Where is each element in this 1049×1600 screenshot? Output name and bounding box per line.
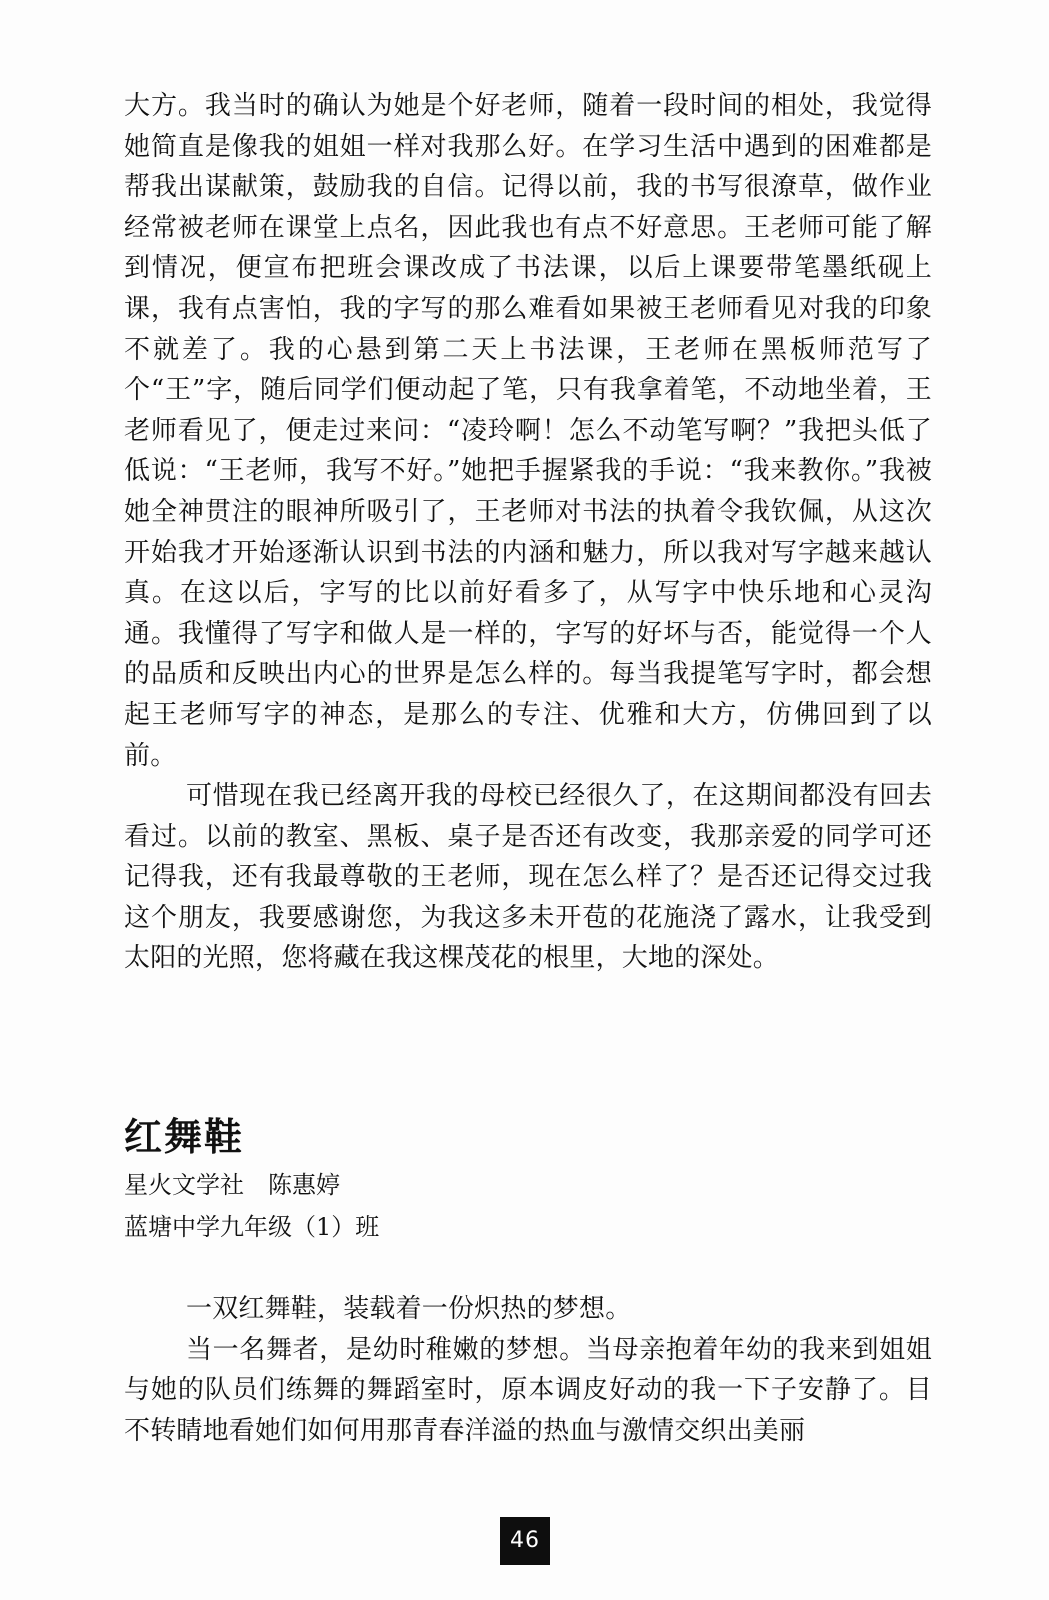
body-paragraph: 可惜现在我已经离开我的母校已经很久了，在这期间都没有回去看过。以前的教室、黑板、桌子是否还有改变，我那亲爱的同学可还记得我，还有我最尊敬的王老师，现在怎么样了？是否还记得交过我这个朋友，我要感谢您，为我这多未开苞的花施浇了露水，让我受到太阳的光照，您将藏在我这棵茂花的根里，大地的深处。 (124, 781, 932, 974)
previous-article-body (124, 86, 932, 979)
page-number: 46 (500, 1517, 550, 1565)
body-paragraph: 大方。我当时的确认为她是个好老师，随着一段时间的相处，我觉得她简直是像我的姐姐一样对我那么好。在学习生活中遇到的困难都是帮我出谋献策，鼓励我的自信。记得以前，我的书写很潦草，做作业经常被老师在课堂上点名，因此我也有点不好意思。王老师可能了解到情况，便宣布把班会课改成了书法课，以后上课要带笔墨纸砚上课，我有点害怕，我的字写的那么难看如果被王老师看见对我的印象不就差了。我的心悬到第二天上书法课，王老师在黑板师范写了个“王”字，随后同学们便动起了笔，只有我拿着笔，不动地坐着，王老师看见了，便走过来问：“凌玲啊！怎么不动笔写啊？”我把头低了低说：“王老师，我写不好。”她把手握紧我的手说：“我来教你。”我被她全神贯注的眼神所吸引了，王老师对书法的执着令我钦佩，从这次开始我才开始逐渐认识到书法的内涵和魅力，所以我对写字越来越认真。在这以后，字写的比以前好看多了，从写字中快乐地和心灵沟通。我懂得了写字和做人是一样的，字写的好坏与否，能觉得一个人的品质和反映出内心的世界是怎么样的。每当我提笔写字时，都会想起王老师写字的神态，是那么的专注、优雅和大方，仿佛回到了以前。 (124, 91, 932, 771)
article-title: 红舞鞋 (124, 1115, 245, 1159)
school-class-byline: 蓝塘中学九年级（1）班 (124, 1213, 380, 1241)
body-paragraph: 一双红舞鞋，装载着一份炽热的梦想。 (186, 1294, 632, 1324)
body-paragraph: 当一名舞者，是幼时稚嫩的梦想。当母亲抱着年幼的我来到姐姐与她的队员们练舞的舞蹈室时，原本调皮好动的我一下子安静了。目不转睛地看她们如何用那青春洋溢的热血与激情交织出美丽 (124, 1334, 932, 1446)
article-body (124, 1289, 932, 1451)
author-byline: 星火文学社 陈惠婷 (124, 1171, 340, 1199)
